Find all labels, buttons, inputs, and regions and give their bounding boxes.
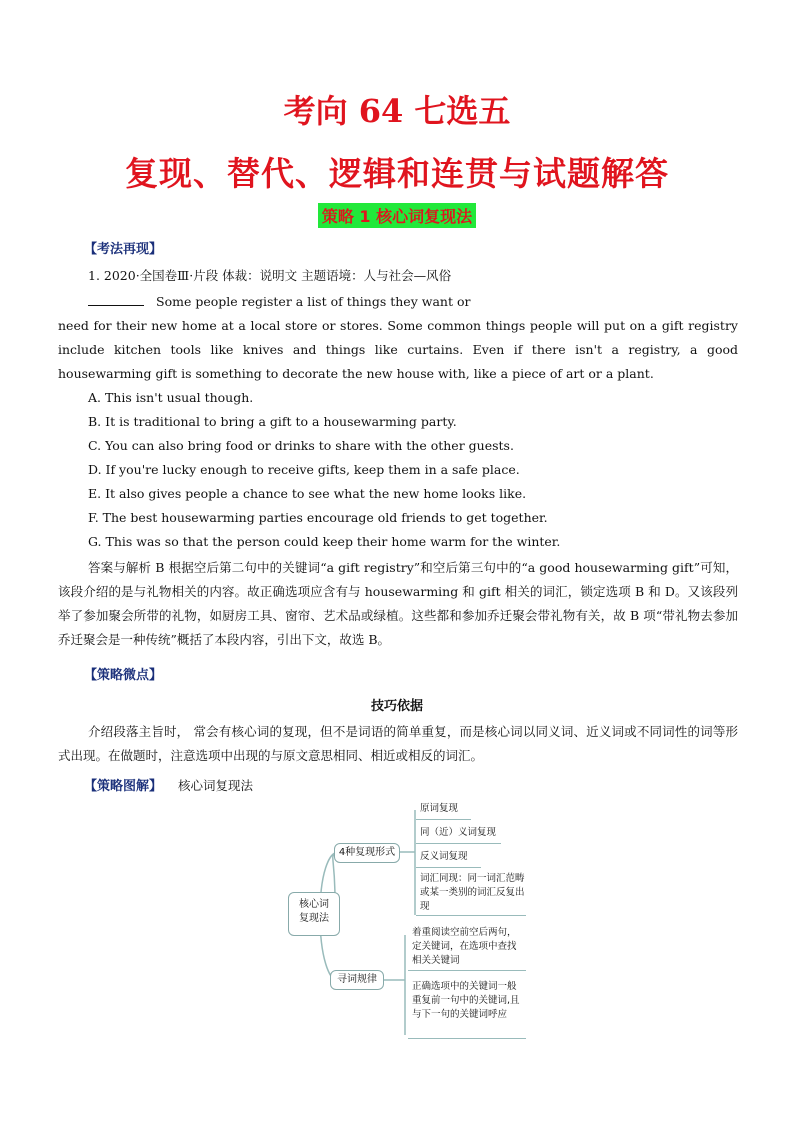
- answer-blank: [88, 293, 144, 306]
- leaf-form-4-underline: [416, 915, 526, 916]
- option-d: D. If you're lucky enough to receive gifts, keep them in a safe place.: [88, 462, 520, 477]
- leaf-form-2: 同（近）义词复现: [420, 827, 497, 838]
- tujie-row: [84, 776, 253, 797]
- leaf-form-1: 原词复现: [420, 803, 459, 814]
- page-title-line2: 复现、替代、逻辑和连贯与试题解答: [125, 154, 669, 193]
- leaf-rule-2: 正确选项中的关键词一般重复前一句中的关键词,且与下一句的关键词呼应: [412, 981, 520, 1020]
- leaf-form-4: 词汇同现：同一词汇范畴或某一类别的词汇反复出现: [420, 873, 525, 912]
- passage-line1-text: Some people register a list of things they want or: [156, 294, 471, 309]
- option-g: G. This was so that the person could keep their home warm for the winter.: [88, 534, 561, 549]
- skill-text: 介绍段落主旨时， 常会有核心词的复现，但不是词语的简单重复，而是核心词以同义词、近义词或不同词性的词等形式出现。在做题时，注意选项中出现的与原文意思相同、相近或相反的词汇。: [58, 724, 738, 763]
- leaf-rule-1-underline: [408, 970, 526, 971]
- mindmap-root: 核心词复现法: [288, 892, 340, 936]
- option-e: E. It also gives people a chance to see what the new home looks like.: [88, 486, 527, 501]
- section-kaofa: 【考法再现】: [84, 242, 163, 257]
- skill-title: 技巧依据: [370, 699, 423, 714]
- option-c: C. You can also bring food or drinks to share with the other guests.: [88, 438, 514, 453]
- leaf-rule-2-underline: [408, 1038, 526, 1039]
- strategy-heading-wrap: [0, 203, 794, 228]
- passage-body: need for their new home at a local store or stores. Some common things people will put on a gift registry include kitchen tools like knives and things like curtains. Even if there isn't a registry, a good housewarming gift is something to decorate the new house with, like a piece of art or a plant.: [58, 318, 738, 381]
- option-a: A. This isn't usual though.: [88, 390, 254, 405]
- page-title-line1: 考向 64 七选五: [283, 92, 511, 130]
- section-weidian: 【策略微点】: [84, 668, 163, 683]
- option-f: F. The best housewarming parties encourage old friends to get together.: [88, 510, 548, 525]
- mindmap-branch-forms: 4种复现形式: [334, 843, 400, 863]
- leaf-rule-1: 着重阅读空前空后两句，定关键词，在选项中查找相关关键词: [412, 927, 517, 966]
- section-tujie: 【策略图解】: [84, 779, 163, 794]
- strategy-label: 策略 1 核心词复现法: [318, 203, 476, 228]
- mindmap-diagram: [290, 800, 540, 1045]
- leaf-form-3-underline: [416, 867, 481, 868]
- leaf-form-1-underline: [416, 819, 471, 820]
- question-header: 1. 2020·全国卷Ⅲ·片段 体裁：说明文 主题语境：人与社会—风俗: [88, 268, 452, 283]
- answer-analysis: 答案与解析 B 根据空后第二句中的关键词“a gift registry”和空后第三句中的“a good housewarming gift”可知，该段介绍的是与礼物相关的内容。故正确选项应含有与 housewarming 和 gift 相关的词汇，锁定选项 B 和 D。又该段列举了参加聚会所带的礼物，如厨房工具、窗帘、艺术品或绿植。这些都和参加乔迁聚会带礼物有关，故 B 项“带礼物去参加乔迁聚会是一种传统”概括了本段内容，引出下文，故选 B。: [58, 560, 738, 647]
- passage-first-line: [88, 292, 470, 312]
- option-b: B. It is traditional to bring a gift to a housewarming party.: [88, 414, 457, 429]
- tujie-label: 核心词复现法: [178, 778, 254, 793]
- mindmap-branch-rules: 寻词规律: [330, 970, 384, 990]
- leaf-form-3: 反义词复现: [420, 851, 468, 862]
- leaf-form-2-underline: [416, 843, 501, 844]
